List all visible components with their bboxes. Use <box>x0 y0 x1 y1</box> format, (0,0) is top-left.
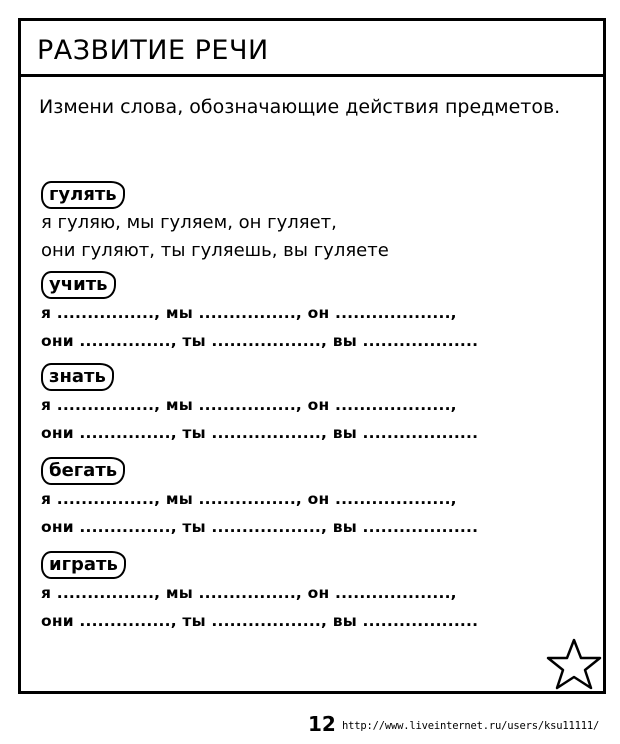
exercise-line-1[interactable]: я ................, мы ................, он ..................., <box>41 304 457 322</box>
example-line-1: я гуляю, мы гуляем, он гуляет, <box>41 212 337 233</box>
exercise-verb: бегать <box>41 457 125 485</box>
exercise-line-1[interactable]: я ................, мы ................, он ..................., <box>41 490 457 508</box>
exercise-line-2[interactable]: они ..............., ты .................., вы ................... <box>41 612 479 630</box>
exercise-block <box>39 457 587 541</box>
exercise-verb: учить <box>41 271 116 299</box>
page-title: РАЗВИТИЕ РЕЧИ <box>37 35 269 66</box>
example-line-2: они гуляют, ты гуляешь, вы гуляете <box>41 240 389 261</box>
exercise-line-1[interactable]: я ................, мы ................, он ..................., <box>41 396 457 414</box>
example-block <box>39 181 587 265</box>
task-instruction: Измени слова, обозначающие действия предметов. <box>39 96 561 118</box>
exercise-line-2[interactable]: они ..............., ты .................., вы ................... <box>41 424 479 442</box>
source-url[interactable]: http://www.liveinternet.ru/users/ksu11111/ <box>342 720 600 732</box>
exercise-verb: играть <box>41 551 126 579</box>
example-verb: гулять <box>41 181 125 209</box>
star-icon <box>545 637 603 691</box>
exercise-verb: знать <box>41 363 114 391</box>
exercise-line-2[interactable]: они ..............., ты .................., вы ................... <box>41 518 479 536</box>
exercise-block <box>39 271 587 355</box>
page-number: 12 <box>308 712 336 736</box>
exercise-line-2[interactable]: они ..............., ты .................., вы ................... <box>41 332 479 350</box>
exercise-block <box>39 363 587 447</box>
worksheet-header <box>21 21 603 77</box>
exercise-block <box>39 551 587 635</box>
exercise-line-1[interactable]: я ................, мы ................, он ..................., <box>41 584 457 602</box>
worksheet-frame <box>18 18 606 694</box>
